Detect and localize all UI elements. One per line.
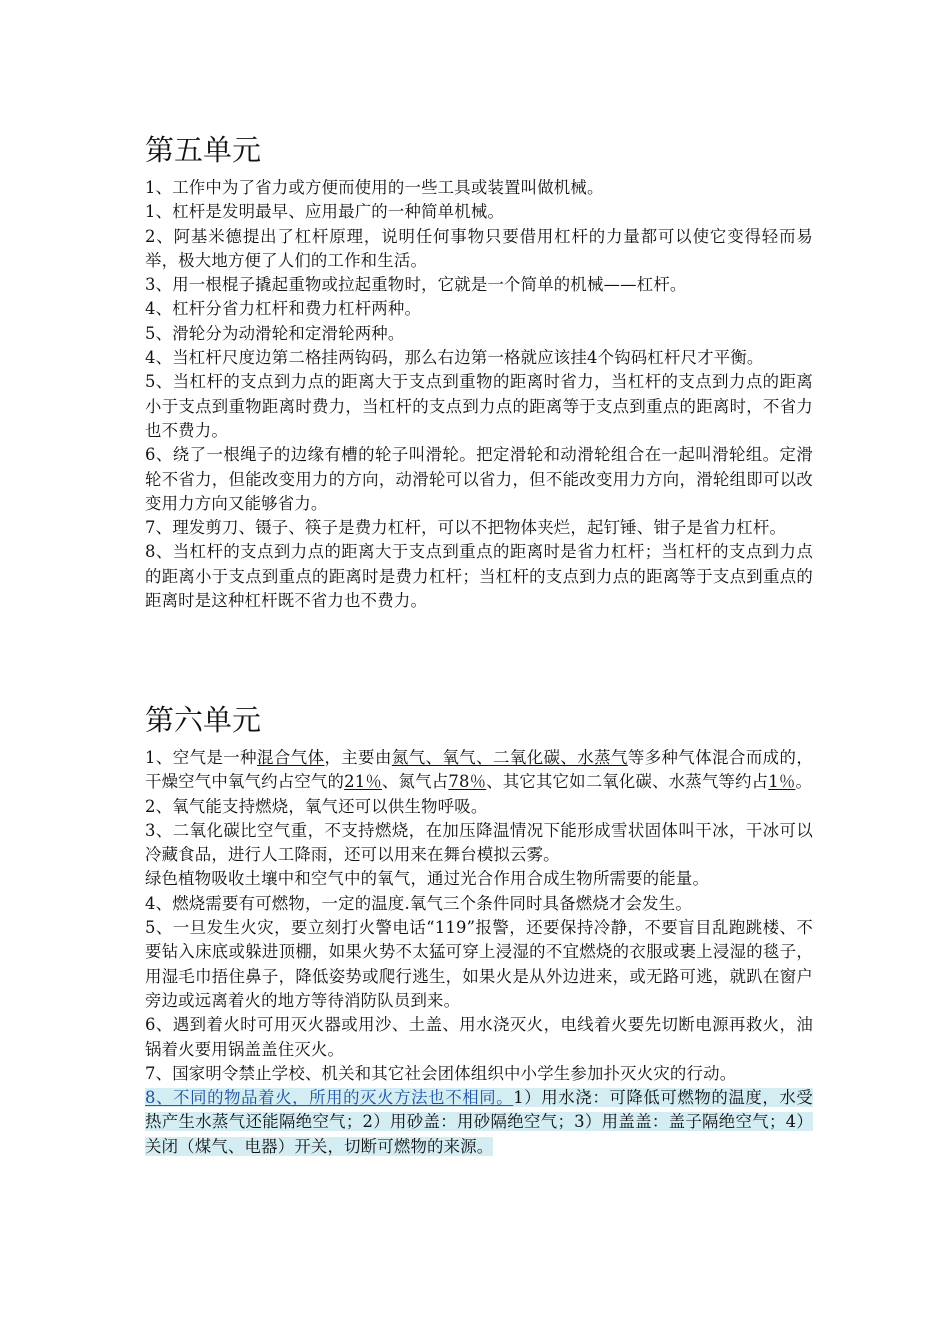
text-run: 。	[795, 772, 813, 792]
text-run: 1、空气是一种	[145, 748, 258, 767]
text-run: ，主要由	[324, 748, 392, 767]
paragraph-fire-methods	[145, 1086, 813, 1159]
paragraph: 6、绕了一根绳子的边缘有槽的轮子叫滑轮。把定滑轮和动滑轮组合在一起叫滑轮组。定滑轮不省力，但能改变用力的方向，动滑轮可以省力，但不能改变用力方向，滑轮组即可以改变用力方向又能够省力。	[145, 445, 813, 513]
unit-5-section	[145, 130, 813, 613]
text-run: 等多种气体混合而成的，干燥空气中氧气约占空气的	[145, 748, 813, 792]
paragraph: 8、当杠杆的支点到力点的距离大于支点到重点的距离时是省力杠杆；当杠杆的支点到力点的距离小于支点到重点的距离时是费力杠杆；当杠杆的支点到力点的距离等于支点到重点的距离时是这种杠杆既不省力也不费力。	[145, 542, 813, 611]
paragraph: 5、滑轮分为动滑轮和定滑轮两种。	[145, 323, 405, 343]
paragraph: 4、当杠杆尺度边第二格挂两钩码，那么右边第一格就应该挂4个钩码杠杆尺才平衡。	[145, 348, 764, 368]
underlined-term: 78％	[448, 772, 487, 792]
unit-6-title: 第六单元	[145, 703, 262, 737]
paragraph: 1、杠杆是发明最早、应用最广的一种简单机械。	[145, 202, 505, 222]
unit-5-title: 第五单元	[145, 133, 262, 167]
paragraph: 5、一旦发生火灾，要立刻打火警电话“119”报警，还要保持冷静，不要盲目乱跑跳楼、不要钻入床底或躲进顶棚，如果火势不太猛可穿上浸湿的不宜燃烧的衣服或裹上浸湿的毯子，用湿毛巾捂住鼻子，降低姿势或爬行逃生，如果火是从外边进来，或无路可逃，就趴在窗户旁边或远离着火的地方等待消防队员到来。	[145, 918, 813, 1010]
paragraph: 3、用一根棍子撬起重物或拉起重物时，它就是一个简单的机械——杠杆。	[145, 275, 687, 295]
text-run: 、氮气占	[381, 772, 449, 792]
underlined-term: 21％	[344, 772, 382, 792]
highlighted-text	[145, 1088, 813, 1156]
paragraph: 3、二氧化碳比空气重，不支持燃烧，在加压降温情况下能形成雪状固体叫干冰，干冰可以冷藏食品，进行人工降雨，还可以用来在舞台模拟云雾。	[145, 820, 813, 865]
paragraph: 4、燃烧需要有可燃物，一定的温度.氧气三个条件同时具备燃烧才会发生。	[145, 893, 692, 913]
paragraph: 7、理发剪刀、镊子、筷子是费力杠杆，可以不把物体夹烂，起钉锤、钳子是省力杠杆。	[145, 518, 787, 538]
underlined-heading: 8、不同的物品着火，所用的灭火方法也不相同。	[145, 1088, 514, 1108]
paragraph: 绿色植物吸收土壤中和空气中的氧气，通过光合作用合成生物所需要的能量。	[145, 869, 710, 889]
text-run: 、其它其它如二氧化碳、水蒸气等约占	[486, 772, 769, 792]
underlined-term: 1％	[768, 772, 796, 792]
paragraph: 4、杠杆分省力杠杆和费力杠杆两种。	[145, 299, 422, 319]
unit-6-section	[145, 700, 813, 1159]
paragraph: 2、阿基米德提出了杠杆原理，说明任何事物只要借用杠杆的力量都可以使它变得轻而易举，极大地方便了人们的工作和生活。	[145, 226, 813, 270]
paragraph-air-composition	[145, 746, 813, 795]
paragraph: 7、国家明令禁止学校、机关和其它社会团体组织中小学生参加扑灭火灾的行动。	[145, 1063, 737, 1083]
paragraph: 6、遇到着火时可用灭火器或用沙、土盖、用水浇灭火，电线着火要先切断电源再救火，油锅着火要用锅盖盖住灭火。	[145, 1015, 813, 1059]
paragraph: 2、氧气能支持燃烧，氧气还可以供生物呼吸。	[145, 796, 488, 816]
paragraph: 1、工作中为了省力或方便而使用的一些工具或装置叫做机械。	[145, 178, 604, 197]
text-run: 1）用水浇：可降低可燃物的温度，水受热产生水蒸气还能隔绝空气；2）用砂盖：用砂隔绝空气；3）用盖盖：盖子隔绝空气；4）关闭（煤气、电器）开关，切断可燃物的来源。	[145, 1088, 814, 1156]
underlined-term: 氮气、氧气、二氧化碳、水蒸气	[391, 748, 628, 767]
underlined-term: 混合气体	[257, 748, 325, 767]
paragraph: 5、当杠杆的支点到力点的距离大于支点到重物的距离时省力，当杠杆的支点到力点的距离小于支点到重物距离时费力，当杠杆的支点到力点的距离等于支点到重点的距离时，不省力也不费力。	[145, 372, 813, 440]
